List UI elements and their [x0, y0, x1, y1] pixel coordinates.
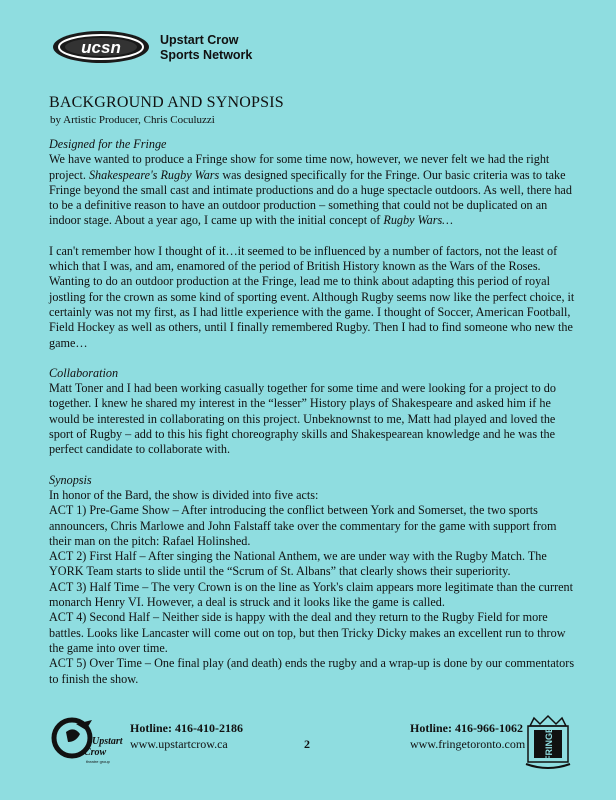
act-4: ACT 4) Second Half – Neither side is happy with the deal and they return to the Rugby Field for more battles. Looks like Lancaster will come out on top, but then Tricky Dicky makes an excellent run to throw the game into over time.	[49, 610, 566, 655]
synopsis-intro: In honor of the Bard, the show is divided into five acts:	[49, 487, 319, 502]
section-heading-synopsis: Synopsis	[49, 472, 92, 487]
section-heading-collaboration: Collaboration	[49, 365, 119, 380]
organization-name	[160, 33, 252, 63]
upstart-crow-logo	[52, 716, 123, 770]
right-website-link[interactable]: www.fringetoronto.com	[410, 736, 526, 751]
org-line-2: Sports Network	[160, 48, 253, 62]
org-line-1: Upstart Crow	[160, 33, 239, 47]
document-body	[49, 137, 579, 687]
byline: by Artistic Producer, Chris Coculuzzi	[50, 114, 215, 126]
act-3: ACT 3) Half Time – The very Crown is on the line as York's claim appears more legitimate than the current monarch Henry VI. However, a deal is struck and it looks like the game is called.	[49, 579, 574, 610]
footer-right-contact	[410, 721, 525, 752]
footer-left-contact	[130, 721, 243, 752]
svg-text:theatre group: theatre group	[86, 759, 110, 764]
section-heading-designed: Designed for the Fringe	[49, 137, 167, 151]
act-5: ACT 5) Over Time – One final play (and death) ends the rugby and a wrap-up is done by our commentators to finish the show.	[49, 656, 575, 686]
left-hotline: Hotline: 416-410-2186	[130, 721, 243, 735]
play-title: Shakespeare's Rugby Wars	[88, 167, 220, 182]
fringe-logo	[520, 712, 576, 774]
right-hotline: Hotline: 416-966-1062	[410, 721, 523, 735]
page-title: BACKGROUND AND SYNOPSIS	[49, 94, 284, 111]
act-1: ACT 1) Pre-Game Show – After introducing the conflict between York and Somerset, the two sports announcers, Chris Marlowe and John Falstaff take over the commentary for the game with support from their man on the pitch: Rafael Holinshed.	[49, 503, 557, 548]
ucsn-logo	[52, 30, 150, 64]
page-number: 2	[304, 737, 310, 751]
act-2: ACT 2) First Half – After singing the National Anthem, we are under way with the Rugby Match. The YORK Team starts to slide until the “Scrum of St. Albans” that clearly shows their superiority.	[49, 549, 547, 579]
paragraph-collaboration: Matt Toner and I had been working casually together for some time and were looking for a project to do together. I knew he shared my interest in the “lesser” History plays of Shakespeare and asked him if he would be interested in collaborating on this project. Unbeknownst to me, Matt had played and loved the sport of Rugby – add to this his fight choreography skills and Shakespearean knowledge and he was the perfect candidate to collaborate with.	[49, 381, 556, 457]
logo-text: ucsn	[81, 38, 121, 57]
svg-text:Crow: Crow	[84, 747, 107, 758]
svg-text:Upstart: Upstart	[92, 736, 123, 747]
play-short-title: Rugby Wars…	[383, 213, 454, 228]
paragraph-origin: I can't remember how I thought of it…it seemed to be influenced by a number of factors, not the least of which that I was, and am, enamored of the period of British History known as the Wars of the Roses. Wanting to do an outdoor production at the Fringe, lead me to think about adapting this period of royal jostling for the crown as some kind of sporting event. Although Rugby seems now like the perfect choice, it certainly was not my first, as I had little experience with the game. I thought of Soccer, American Football, Field Hockey as well as others, until I finally remembered Rugby. Then I had to find someone who new the game…	[49, 243, 575, 350]
paragraph-designed: We have wanted to produce a Fringe show for some time now, however, we never felt we had the right project. Shakespeare's Rugby Wars was designed specifically for the Fringe. Our basic criteria was to take Fringe beyond the small cast and intimate productions and do a huge spectacle outdoors. As well, there had to be a definitive reason to have an outdoor production – something that could not be duplicated on an indoor stage. About a year ago, I came up with the initial concept of Rugby Wars…	[49, 152, 572, 228]
left-website-link[interactable]: www.upstartcrow.ca	[130, 736, 228, 751]
svg-text:FRINGE: FRINGE	[544, 726, 554, 762]
